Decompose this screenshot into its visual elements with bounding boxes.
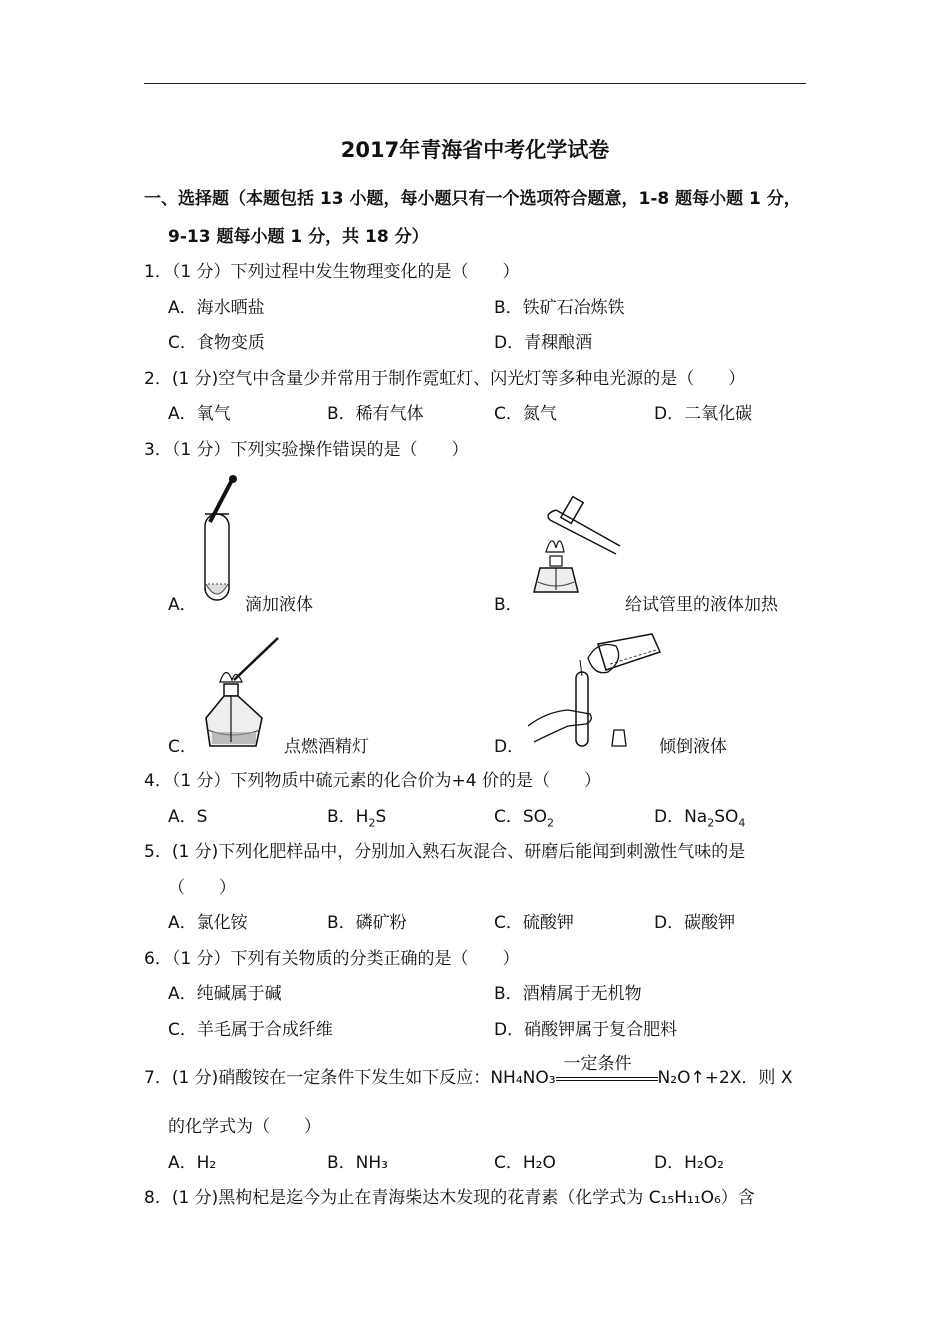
q2-option-c[interactable]: C．氮气 bbox=[494, 404, 557, 424]
q4-option-a[interactable]: A．S bbox=[168, 807, 208, 827]
q6-option-b[interactable]: B．酒精属于无机物 bbox=[494, 984, 642, 1004]
question-6-stem: 6．（1 分）下列有关物质的分类正确的是（ ） bbox=[144, 949, 520, 969]
q3-caption-b: 给试管里的液体加热 bbox=[625, 595, 778, 615]
q4-option-d[interactable]: D．$Na_2SO_4$ bbox=[654, 807, 746, 830]
q6-option-c[interactable]: C．羊毛属于合成纤维 bbox=[168, 1020, 333, 1040]
q2-option-b[interactable]: B．稀有气体 bbox=[327, 404, 424, 424]
question-2-stem: 2．(1 分)空气中含量少并常用于制作霓虹灯、闪光灯等多种电光源的是（ ） bbox=[144, 369, 746, 389]
q3-option-a[interactable]: A． bbox=[168, 595, 197, 615]
q7-option-a[interactable]: A．H₂ bbox=[168, 1153, 217, 1173]
alcohol-lamp-lighting-figure bbox=[198, 634, 284, 752]
page-title: 2017年青海省中考化学试卷 bbox=[340, 138, 610, 162]
q6-option-d[interactable]: D．硝酸钾属于复合肥料 bbox=[494, 1020, 678, 1040]
q5-option-a[interactable]: A．氯化铵 bbox=[168, 913, 248, 933]
q3-caption-a: 滴加液体 bbox=[245, 595, 313, 615]
question-8-stem: 8．(1 分)黑枸杞是迄今为止在青海柴达木发现的花青素（化学式为 C₁₅H₁₁O₆）含 bbox=[144, 1188, 755, 1208]
question-5-stem-cont: （ ） bbox=[168, 878, 236, 898]
q7-option-b[interactable]: B．NH₃ bbox=[327, 1153, 388, 1173]
q3-option-b[interactable]: B． bbox=[494, 595, 523, 615]
q7-option-d[interactable]: D．H₂O₂ bbox=[654, 1153, 724, 1173]
q4-option-b[interactable]: B．$H_2S$ bbox=[327, 807, 387, 830]
q2-option-a[interactable]: A．氧气 bbox=[168, 404, 231, 424]
q3-option-d[interactable]: D． bbox=[494, 737, 525, 757]
section-heading-cont: 9-13 题每小题 1 分，共 18 分） bbox=[168, 227, 429, 247]
heating-test-tube-figure bbox=[526, 492, 622, 604]
q7-option-c[interactable]: C．H₂O bbox=[494, 1153, 556, 1173]
dropper-test-tube-figure bbox=[196, 474, 240, 606]
q1-option-a[interactable]: A．海水晒盐 bbox=[168, 298, 265, 318]
q3-caption-d: 倾倒液体 bbox=[659, 737, 727, 757]
question-7-stem-cont: 的化学式为（ ） bbox=[168, 1117, 321, 1137]
q4-option-c[interactable]: C．$SO_2$ bbox=[494, 807, 555, 830]
q1-option-d[interactable]: D．青稞酿酒 bbox=[494, 333, 593, 353]
reaction-products: N₂O↑+2X．则 X bbox=[657, 1068, 793, 1088]
header-rule bbox=[144, 83, 806, 84]
q5-option-b[interactable]: B．磷矿粉 bbox=[327, 913, 407, 933]
reaction-condition-arrow: 一定条件 bbox=[556, 1067, 658, 1089]
q6-option-a[interactable]: A．纯碱属于碱 bbox=[168, 984, 282, 1004]
q3-caption-c: 点燃酒精灯 bbox=[284, 737, 369, 757]
question-7-stem: 7．(1 分)硝酸铵在一定条件下发生如下反应：NH₄NO₃ 一定条件 N₂O↑+2X．则 X bbox=[144, 1054, 793, 1088]
reaction-reactant: NH₄NO₃ bbox=[490, 1068, 556, 1088]
question-5-stem: 5．(1 分)下列化肥样品中，分别加入熟石灰混合、研磨后能闻到刺激性气味的是 bbox=[144, 842, 746, 862]
q5-option-c[interactable]: C．硫酸钾 bbox=[494, 913, 574, 933]
question-4-stem: 4．（1 分）下列物质中硫元素的化合价为+4 价的是（ ） bbox=[144, 771, 601, 791]
pouring-liquid-figure bbox=[528, 630, 664, 752]
q1-option-b[interactable]: B．铁矿石冶炼铁 bbox=[494, 298, 625, 318]
q5-option-d[interactable]: D．碳酸钾 bbox=[654, 913, 736, 933]
q2-option-d[interactable]: D．二氧化碳 bbox=[654, 404, 753, 424]
question-3-stem: 3．（1 分）下列实验操作错误的是（ ） bbox=[144, 440, 469, 460]
q3-option-c[interactable]: C． bbox=[168, 737, 197, 757]
q1-option-c[interactable]: C．食物变质 bbox=[168, 333, 265, 353]
section-heading: 一、选择题（本题包括 13 小题，每小题只有一个选项符合题意，1-8 题每小题 1 分， bbox=[144, 189, 801, 209]
question-1-stem: 1．（1 分）下列过程中发生物理变化的是（ ） bbox=[144, 262, 520, 282]
